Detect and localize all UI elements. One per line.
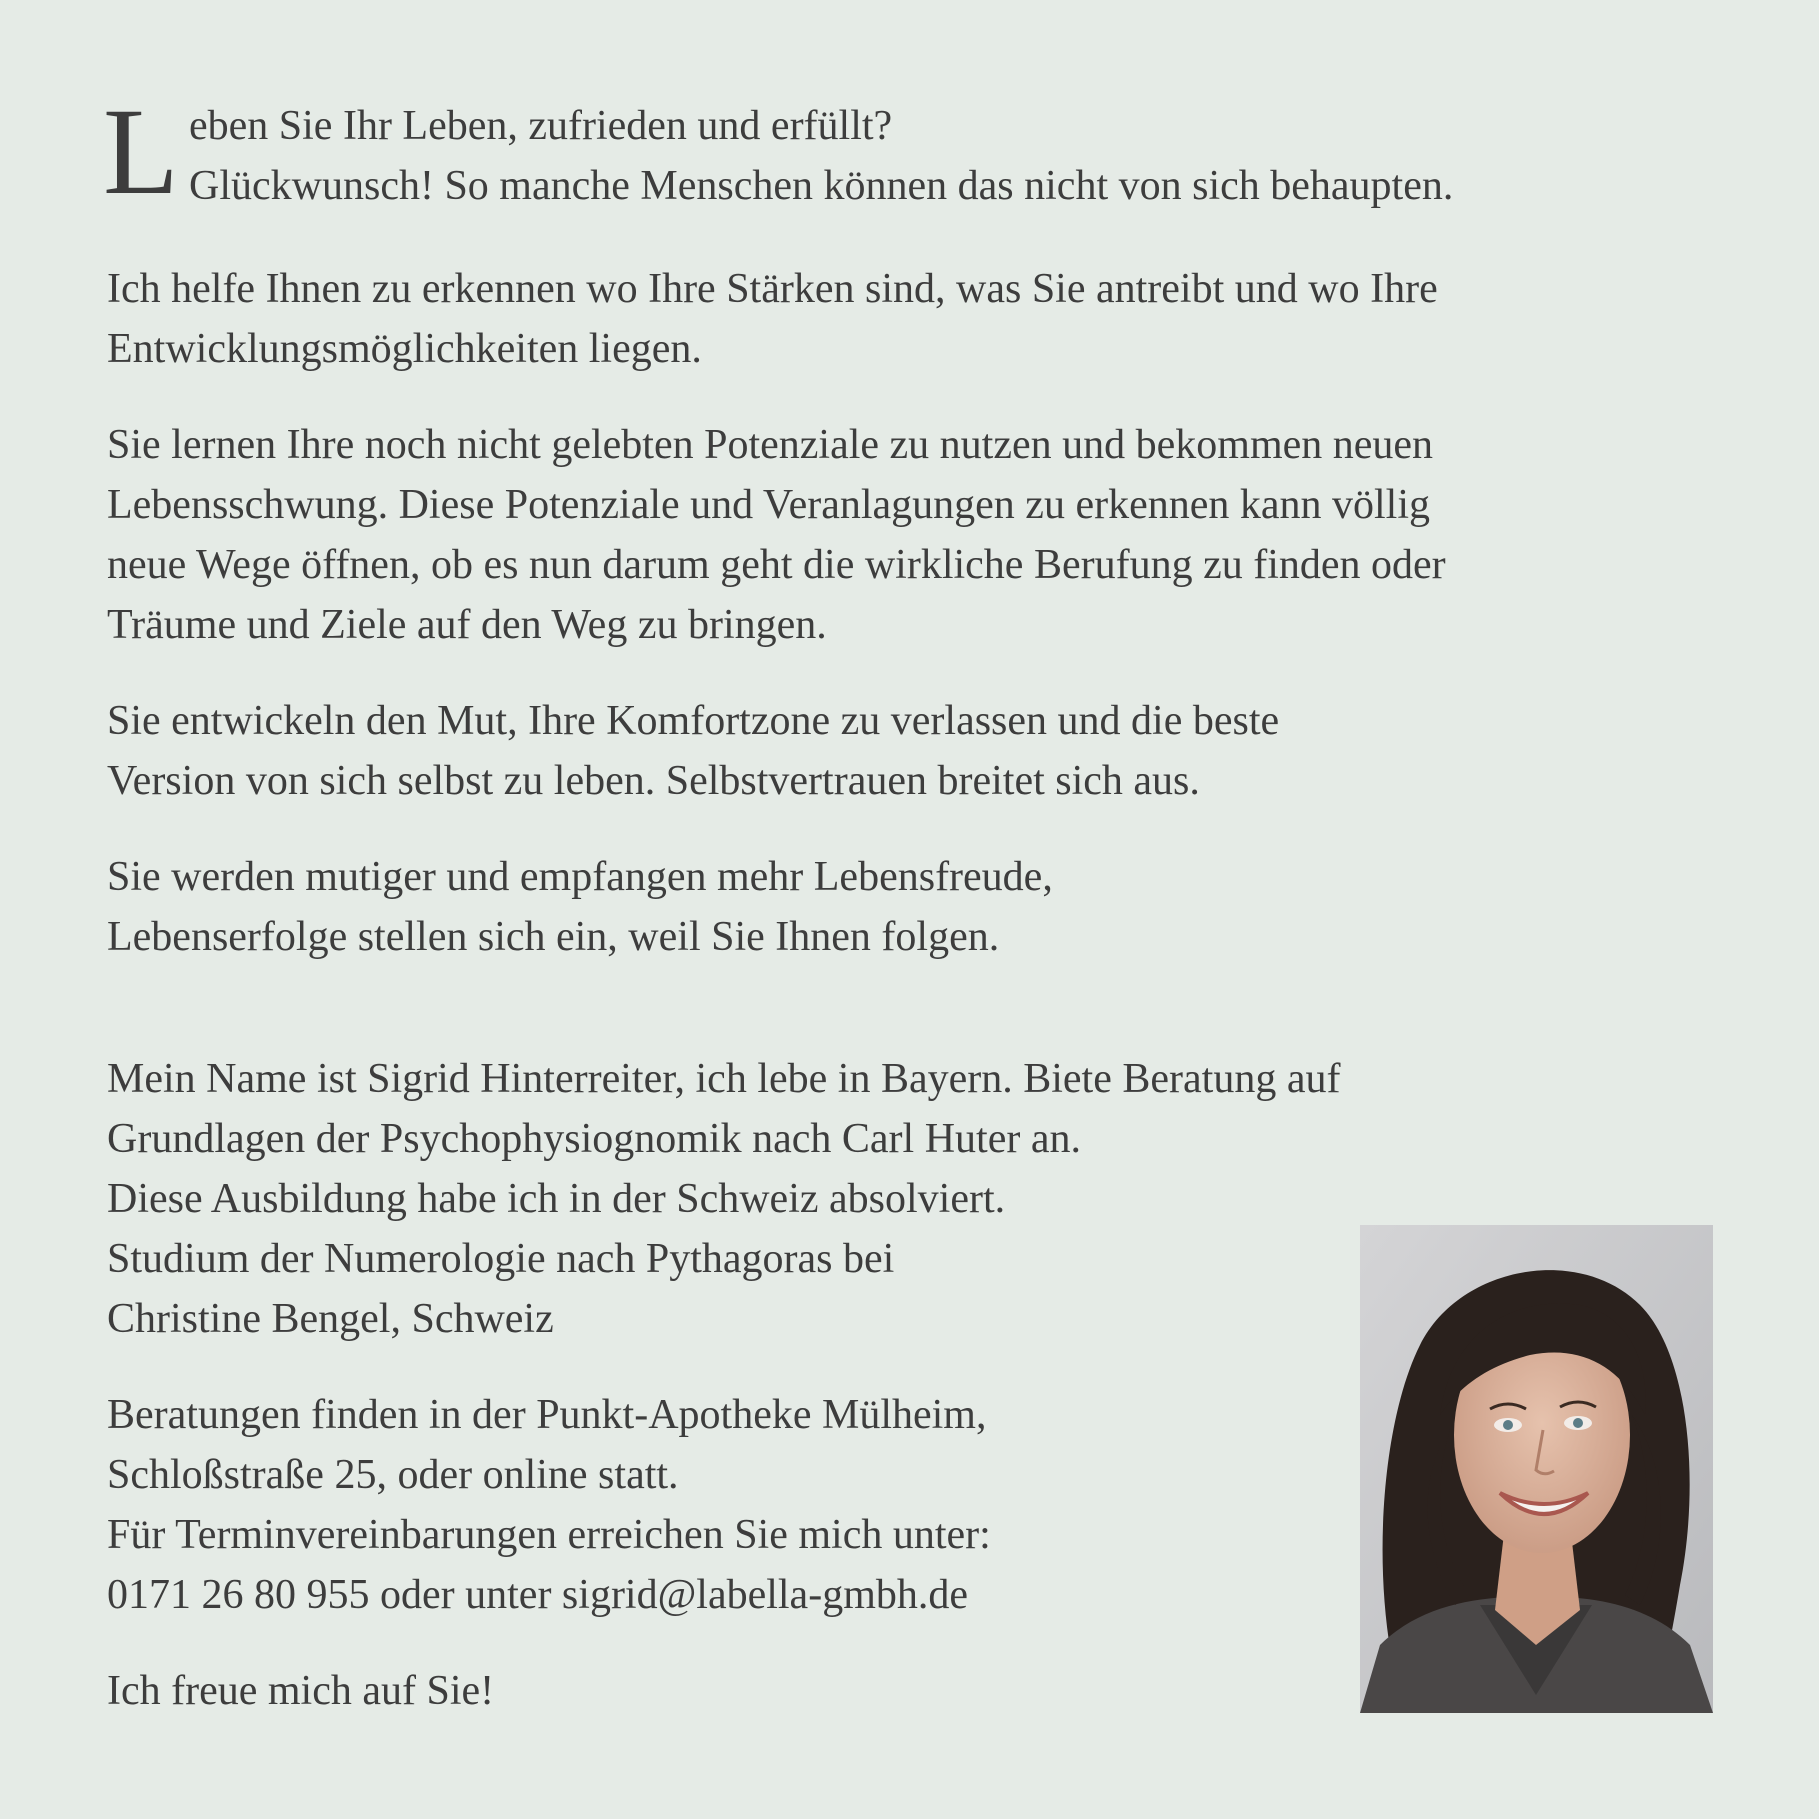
text-line: Diese Ausbildung habe ich in der Schweiz absolviert. bbox=[107, 1176, 1006, 1222]
text-line: Lebensschwung. Diese Potenziale und Veranlagungen zu erkennen kann völlig bbox=[107, 482, 1430, 528]
portrait-photo bbox=[1360, 1225, 1713, 1713]
paragraph-courage bbox=[107, 691, 1727, 811]
text-line: Sie lernen Ihre noch nicht gelebten Potenziale zu nutzen und bekommen neuen bbox=[107, 422, 1434, 468]
text-line: Schloßstraße 25, oder online statt. bbox=[107, 1452, 679, 1498]
text-line: Sie entwickeln den Mut, Ihre Komfortzone zu verlassen und die beste bbox=[107, 698, 1280, 744]
paragraph-potentials bbox=[107, 415, 1727, 655]
contact-line: 0171 26 80 955 oder unter sigrid@labella-gmbh.de bbox=[107, 1572, 968, 1618]
intro-line-1: eben Sie Ihr Leben, zufrieden und erfüllt? bbox=[189, 103, 893, 149]
text-line: Sie werden mutiger und empfangen mehr Lebensfreude, bbox=[107, 854, 1053, 900]
text-line: Version von sich selbst zu leben. Selbstvertrauen breitet sich aus. bbox=[107, 758, 1200, 804]
paragraph-joy bbox=[107, 847, 1727, 967]
paragraph-strengths bbox=[107, 259, 1727, 379]
drop-cap: L bbox=[103, 83, 179, 220]
text-line: Träume und Ziele auf den Weg zu bringen. bbox=[107, 602, 827, 648]
text-line: Beratungen finden in der Punkt-Apotheke Mülheim, bbox=[107, 1392, 987, 1438]
text-line: Christine Bengel, Schweiz bbox=[107, 1296, 554, 1342]
text-line: Lebenserfolge stellen sich ein, weil Sie Ihnen folgen. bbox=[107, 914, 1000, 960]
text-line: Studium der Numerologie nach Pythagoras bei bbox=[107, 1236, 895, 1282]
text-line: neue Wege öffnen, ob es nun darum geht die wirkliche Berufung zu finden oder bbox=[107, 542, 1446, 588]
closing-line: Ich freue mich auf Sie! bbox=[107, 1668, 495, 1714]
text-line: Für Terminvereinbarungen erreichen Sie mich unter: bbox=[107, 1512, 991, 1558]
text-line: Mein Name ist Sigrid Hinterreiter, ich lebe in Bayern. Biete Beratung auf bbox=[107, 1056, 1341, 1102]
text-line: Ich helfe Ihnen zu erkennen wo Ihre Stärken sind, was Sie antreibt und wo Ihre bbox=[107, 266, 1438, 312]
intro-line-2: Glückwunsch! So manche Menschen können das nicht von sich behaupten. bbox=[189, 163, 1454, 209]
text-line: Entwicklungsmöglichkeiten liegen. bbox=[107, 326, 702, 372]
intro bbox=[103, 83, 1727, 220]
text-line: Grundlagen der Psychophysiognomik nach Carl Huter an. bbox=[107, 1116, 1081, 1162]
